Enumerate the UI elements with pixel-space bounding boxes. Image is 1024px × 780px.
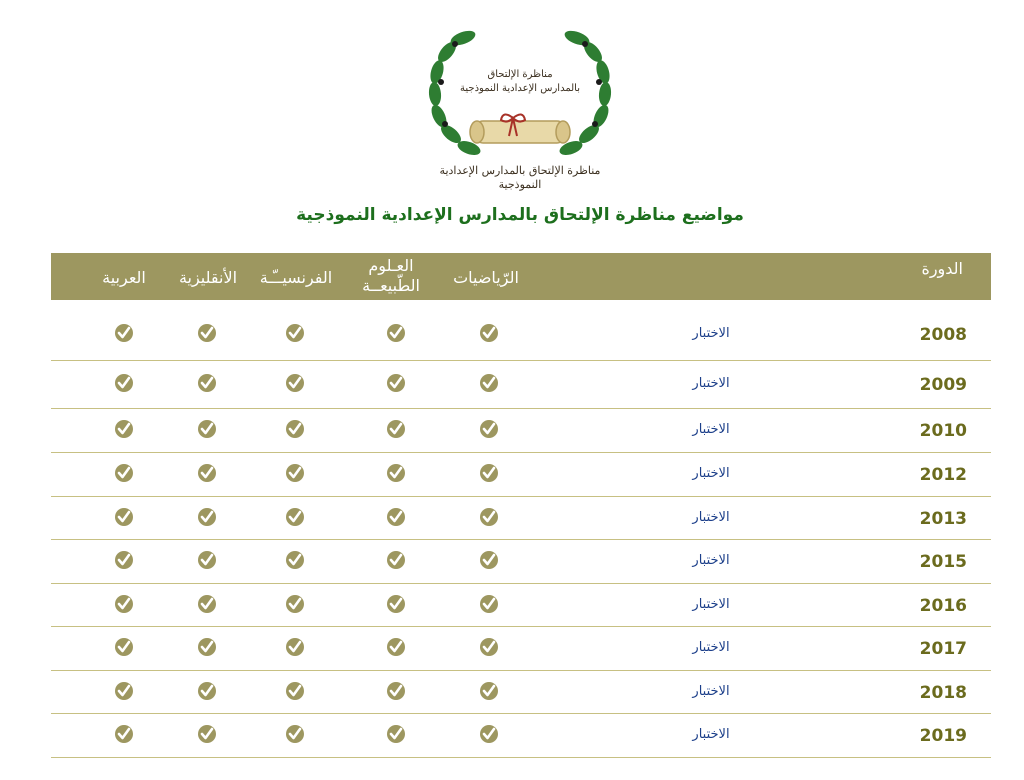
header-science: العـلوم الطّبيعــة bbox=[362, 256, 420, 295]
table-row bbox=[51, 627, 991, 671]
header-english: الأنقليزية bbox=[178, 268, 238, 287]
check-circle-icon[interactable] bbox=[197, 724, 217, 744]
logo bbox=[425, 18, 615, 191]
check-circle-icon[interactable] bbox=[114, 594, 134, 614]
table-row bbox=[51, 453, 991, 497]
check-circle-icon[interactable] bbox=[197, 637, 217, 657]
table-row bbox=[51, 714, 991, 758]
check-circle-icon[interactable] bbox=[285, 594, 305, 614]
check-circle-icon[interactable] bbox=[479, 463, 499, 483]
year-cell: 2019 bbox=[919, 726, 967, 746]
year-cell: 2016 bbox=[919, 596, 967, 616]
check-circle-icon[interactable] bbox=[386, 681, 406, 701]
check-circle-icon[interactable] bbox=[479, 507, 499, 527]
year-cell: 2013 bbox=[919, 509, 967, 529]
header-arabic: العربية bbox=[102, 268, 146, 287]
table-row bbox=[51, 361, 991, 409]
table-row bbox=[51, 497, 991, 540]
check-circle-icon[interactable] bbox=[114, 681, 134, 701]
check-circle-icon[interactable] bbox=[479, 550, 499, 570]
year-cell: 2008 bbox=[919, 325, 967, 345]
table-row bbox=[51, 671, 991, 714]
exam-link[interactable]: الاختبار bbox=[692, 466, 730, 481]
check-circle-icon[interactable] bbox=[386, 323, 406, 343]
header-math: الرّياضيات bbox=[453, 268, 519, 287]
check-circle-icon[interactable] bbox=[386, 419, 406, 439]
exam-link[interactable]: الاختبار bbox=[692, 727, 730, 742]
check-circle-icon[interactable] bbox=[285, 463, 305, 483]
table-body bbox=[51, 300, 991, 758]
table-header bbox=[51, 253, 991, 300]
check-circle-icon[interactable] bbox=[285, 323, 305, 343]
check-circle-icon[interactable] bbox=[285, 550, 305, 570]
year-cell: 2012 bbox=[919, 465, 967, 485]
check-circle-icon[interactable] bbox=[479, 419, 499, 439]
check-circle-icon[interactable] bbox=[197, 419, 217, 439]
check-circle-icon[interactable] bbox=[386, 373, 406, 393]
check-circle-icon[interactable] bbox=[114, 724, 134, 744]
table-row bbox=[51, 409, 991, 453]
check-circle-icon[interactable] bbox=[114, 373, 134, 393]
check-circle-icon[interactable] bbox=[386, 507, 406, 527]
wreath-emblem-icon bbox=[425, 18, 615, 186]
check-circle-icon[interactable] bbox=[197, 463, 217, 483]
check-circle-icon[interactable] bbox=[114, 637, 134, 657]
exam-link[interactable]: الاختبار bbox=[692, 376, 730, 391]
year-cell: 2017 bbox=[919, 639, 967, 659]
check-circle-icon[interactable] bbox=[285, 724, 305, 744]
check-circle-icon[interactable] bbox=[386, 724, 406, 744]
table-row bbox=[51, 300, 991, 361]
check-circle-icon[interactable] bbox=[114, 419, 134, 439]
check-circle-icon[interactable] bbox=[285, 681, 305, 701]
check-circle-icon[interactable] bbox=[386, 550, 406, 570]
year-cell: 2015 bbox=[919, 552, 967, 572]
check-circle-icon[interactable] bbox=[114, 507, 134, 527]
check-circle-icon[interactable] bbox=[479, 637, 499, 657]
year-cell: 2009 bbox=[919, 375, 967, 395]
check-circle-icon[interactable] bbox=[386, 463, 406, 483]
exam-link[interactable]: الاختبار bbox=[692, 684, 730, 699]
table-row bbox=[51, 540, 991, 584]
check-circle-icon[interactable] bbox=[479, 594, 499, 614]
header-session: الدورة bbox=[921, 259, 963, 278]
emblem-text-line2: بالمدارس الإعدادية النموذجية bbox=[460, 83, 580, 94]
emblem-caption: مناظرة الإلتحاق بالمدارس الإعدادية النموذجية bbox=[439, 164, 601, 191]
check-circle-icon[interactable] bbox=[197, 594, 217, 614]
check-circle-icon[interactable] bbox=[197, 323, 217, 343]
check-circle-icon[interactable] bbox=[197, 681, 217, 701]
check-circle-icon[interactable] bbox=[114, 550, 134, 570]
check-circle-icon[interactable] bbox=[285, 637, 305, 657]
year-cell: 2018 bbox=[919, 683, 967, 703]
page-title: مواضيع مناظرة الإلتحاق بالمدارس الإعدادية النموذجية bbox=[296, 205, 744, 225]
exam-link[interactable]: الاختبار bbox=[692, 510, 730, 525]
check-circle-icon[interactable] bbox=[285, 507, 305, 527]
exam-link[interactable]: الاختبار bbox=[692, 597, 730, 612]
emblem-text-line1: مناظرة الإلتحاق bbox=[487, 69, 553, 80]
check-circle-icon[interactable] bbox=[479, 681, 499, 701]
check-circle-icon[interactable] bbox=[197, 550, 217, 570]
check-circle-icon[interactable] bbox=[285, 373, 305, 393]
exam-link[interactable]: الاختبار bbox=[692, 422, 730, 437]
exam-table bbox=[51, 253, 991, 758]
check-circle-icon[interactable] bbox=[479, 724, 499, 744]
check-circle-icon[interactable] bbox=[386, 594, 406, 614]
exam-link[interactable]: الاختبار bbox=[692, 553, 730, 568]
check-circle-icon[interactable] bbox=[114, 463, 134, 483]
check-circle-icon[interactable] bbox=[197, 373, 217, 393]
check-circle-icon[interactable] bbox=[479, 373, 499, 393]
year-cell: 2010 bbox=[919, 421, 967, 441]
table-row bbox=[51, 584, 991, 627]
exam-link[interactable]: الاختبار bbox=[692, 326, 730, 341]
check-circle-icon[interactable] bbox=[386, 637, 406, 657]
check-circle-icon[interactable] bbox=[114, 323, 134, 343]
check-circle-icon[interactable] bbox=[479, 323, 499, 343]
check-circle-icon[interactable] bbox=[285, 419, 305, 439]
header-french: الفرنسيــّـة bbox=[259, 268, 333, 287]
check-circle-icon[interactable] bbox=[197, 507, 217, 527]
exam-link[interactable]: الاختبار bbox=[692, 640, 730, 655]
